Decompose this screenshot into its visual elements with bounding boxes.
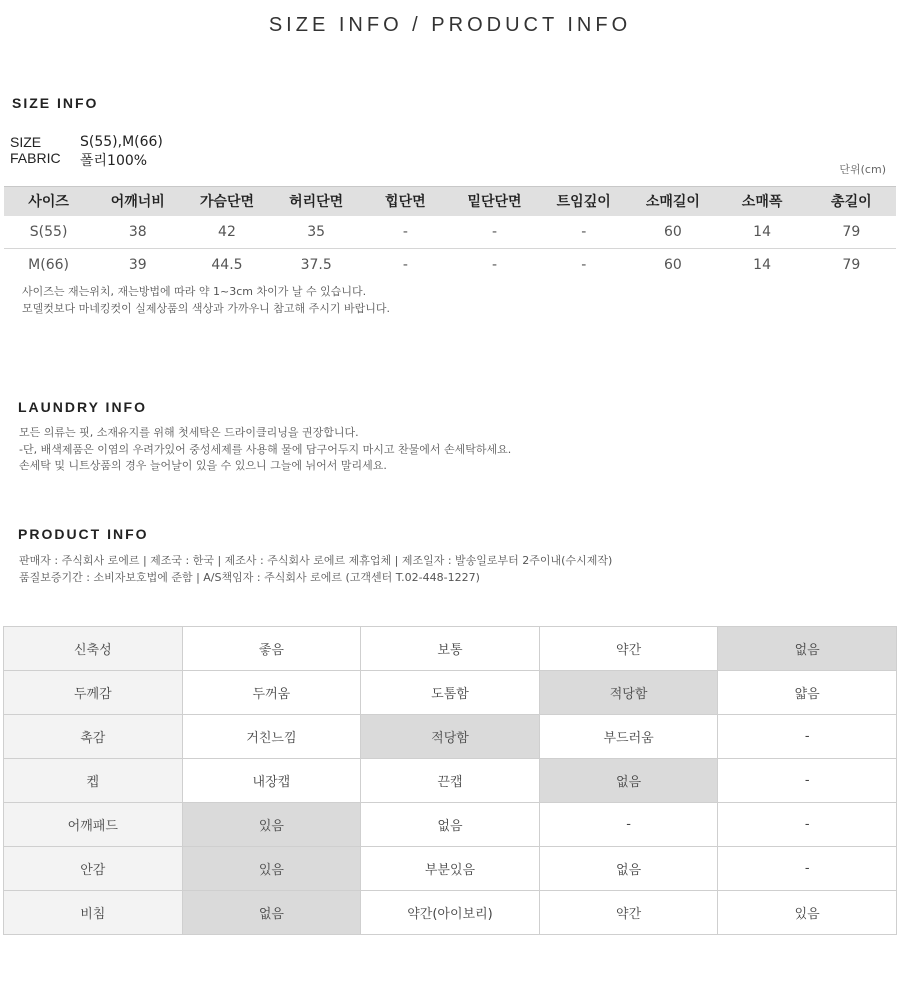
property-label: 비침 xyxy=(4,891,183,935)
column-header: 밑단단면 xyxy=(450,187,539,216)
property-option: 있음 xyxy=(718,891,897,935)
property-option: 도톰함 xyxy=(361,671,540,715)
page-title: SIZE INFO / PRODUCT INFO xyxy=(268,14,632,36)
table-cell: M(66) xyxy=(28,257,69,274)
property-option: - xyxy=(718,759,897,803)
property-option: 거친느낌 xyxy=(182,715,361,759)
property-row xyxy=(4,759,897,803)
table-cell: 79 xyxy=(807,216,896,249)
property-label: 촉감 xyxy=(4,715,183,759)
property-option: 있음 xyxy=(182,803,361,847)
property-option: 보통 xyxy=(361,627,540,671)
fabric-value: 폴리100% xyxy=(80,153,148,169)
table-row xyxy=(4,249,896,282)
property-option: 없음 xyxy=(718,627,897,671)
property-option: - xyxy=(718,803,897,847)
product-notes xyxy=(19,553,612,586)
laundry-info-heading: LAUNDRY INFO xyxy=(18,399,147,415)
property-label: 어깨패드 xyxy=(4,803,183,847)
table-cell: 38 xyxy=(93,216,182,249)
table-cell: 35 xyxy=(272,216,361,249)
property-row xyxy=(4,715,897,759)
table-cell: - xyxy=(581,257,587,274)
property-row xyxy=(4,671,897,715)
property-label: 켑 xyxy=(4,759,183,803)
table-cell: - xyxy=(539,216,628,249)
product-info-heading: PRODUCT INFO xyxy=(18,526,149,542)
table-cell: - xyxy=(361,216,450,249)
property-row xyxy=(4,847,897,891)
column-header: 허리단면 xyxy=(272,187,361,216)
product-line: 품질보증기간 : 소비자보호법에 준함 | A/S책임자 : 주식회사 로에르 (고객센터 T.02-448-1227) xyxy=(19,570,480,584)
table-cell: 60 xyxy=(628,216,717,249)
column-header: 사이즈 xyxy=(4,187,93,216)
property-label: 안감 xyxy=(4,847,183,891)
property-option: 없음 xyxy=(361,803,540,847)
property-option: 없음 xyxy=(539,759,718,803)
size-table-header-row xyxy=(4,187,896,216)
fabric-properties-table xyxy=(3,626,897,935)
property-option: 적당함 xyxy=(361,715,540,759)
property-option: 두꺼움 xyxy=(182,671,361,715)
table-cell: 42 xyxy=(182,216,271,249)
property-option: - xyxy=(718,847,897,891)
property-option: 있음 xyxy=(182,847,361,891)
size-value: S(55),M(66) xyxy=(80,134,163,150)
fabric-spec-row xyxy=(10,150,147,170)
laundry-line: 손세탁 및 니트상품의 경우 늘어날이 있을 수 있으니 그늘에 뉘어서 말리세요. xyxy=(19,459,387,472)
property-option: 적당함 xyxy=(539,671,718,715)
table-cell: - xyxy=(450,216,539,249)
property-option: 부분있음 xyxy=(361,847,540,891)
table-cell: 79 xyxy=(842,257,861,274)
unit-label: 단위(cm) xyxy=(839,163,886,176)
table-cell: 37.5 xyxy=(300,257,332,274)
property-label: 두께감 xyxy=(4,671,183,715)
laundry-notes xyxy=(19,425,511,475)
property-row xyxy=(4,891,897,935)
property-option: 약간 xyxy=(539,627,718,671)
size-notes xyxy=(22,284,390,317)
property-option: 얇음 xyxy=(718,671,897,715)
property-label: 신축성 xyxy=(4,627,183,671)
property-option: - xyxy=(718,715,897,759)
property-option: 내장캡 xyxy=(182,759,361,803)
table-cell: 39 xyxy=(128,257,147,274)
size-note-line: 모델컷보다 마네킹컷이 실제상품의 색상과 가까우니 참고해 주시기 바랍니다. xyxy=(22,301,391,315)
size-info-heading: SIZE INFO xyxy=(12,95,99,111)
table-row xyxy=(4,216,896,249)
property-option: 없음 xyxy=(539,847,718,891)
table-cell: 14 xyxy=(718,216,807,249)
size-spec-row xyxy=(10,134,163,150)
column-header: 힙단면 xyxy=(361,187,450,216)
property-option: - xyxy=(539,803,718,847)
table-cell: S(55) xyxy=(4,216,93,249)
table-cell: 60 xyxy=(663,257,682,274)
table-cell: - xyxy=(402,257,408,274)
property-option: 좋음 xyxy=(182,627,361,671)
property-option: 약간(아이보리) xyxy=(361,891,540,935)
table-cell: 44.5 xyxy=(211,257,243,274)
property-option: 끈캡 xyxy=(361,759,540,803)
fabric-label: FABRIC xyxy=(10,150,61,166)
property-option: 부드러움 xyxy=(539,715,718,759)
size-note-line: 사이즈는 재는위치, 재는방법에 따라 약 1~3cm 차이가 날 수 있습니다. xyxy=(22,285,367,298)
property-option: 없음 xyxy=(182,891,361,935)
column-header: 소매폭 xyxy=(718,187,807,216)
column-header: 어깨너비 xyxy=(93,187,182,216)
laundry-line: -단, 배색제품은 이염의 우려가있어 중성세제를 사용해 물에 담구어두지 마시고 찬물에서 손세탁하세요. xyxy=(19,442,512,456)
column-header: 총길이 xyxy=(807,187,896,216)
column-header: 소매길이 xyxy=(628,187,717,216)
property-row xyxy=(4,803,897,847)
size-label: SIZE xyxy=(10,134,42,150)
table-cell: - xyxy=(492,257,498,274)
property-option: 약간 xyxy=(539,891,718,935)
product-line: 판매자 : 주식회사 로에르 | 제조국 : 한국 | 제조사 : 주식회사 로에르 제휴업체 | 제조일자 : 발송일로부터 2주이내(수시제작) xyxy=(19,554,613,567)
table-cell: 14 xyxy=(753,257,771,274)
column-header: 가슴단면 xyxy=(182,187,271,216)
laundry-line: 모든 의류는 핏, 소재유지를 위해 첫세탁은 드라이클리닝을 권장합니다. xyxy=(19,426,359,439)
property-row xyxy=(4,627,897,671)
size-table xyxy=(4,186,896,282)
column-header: 트임깊이 xyxy=(539,187,628,216)
